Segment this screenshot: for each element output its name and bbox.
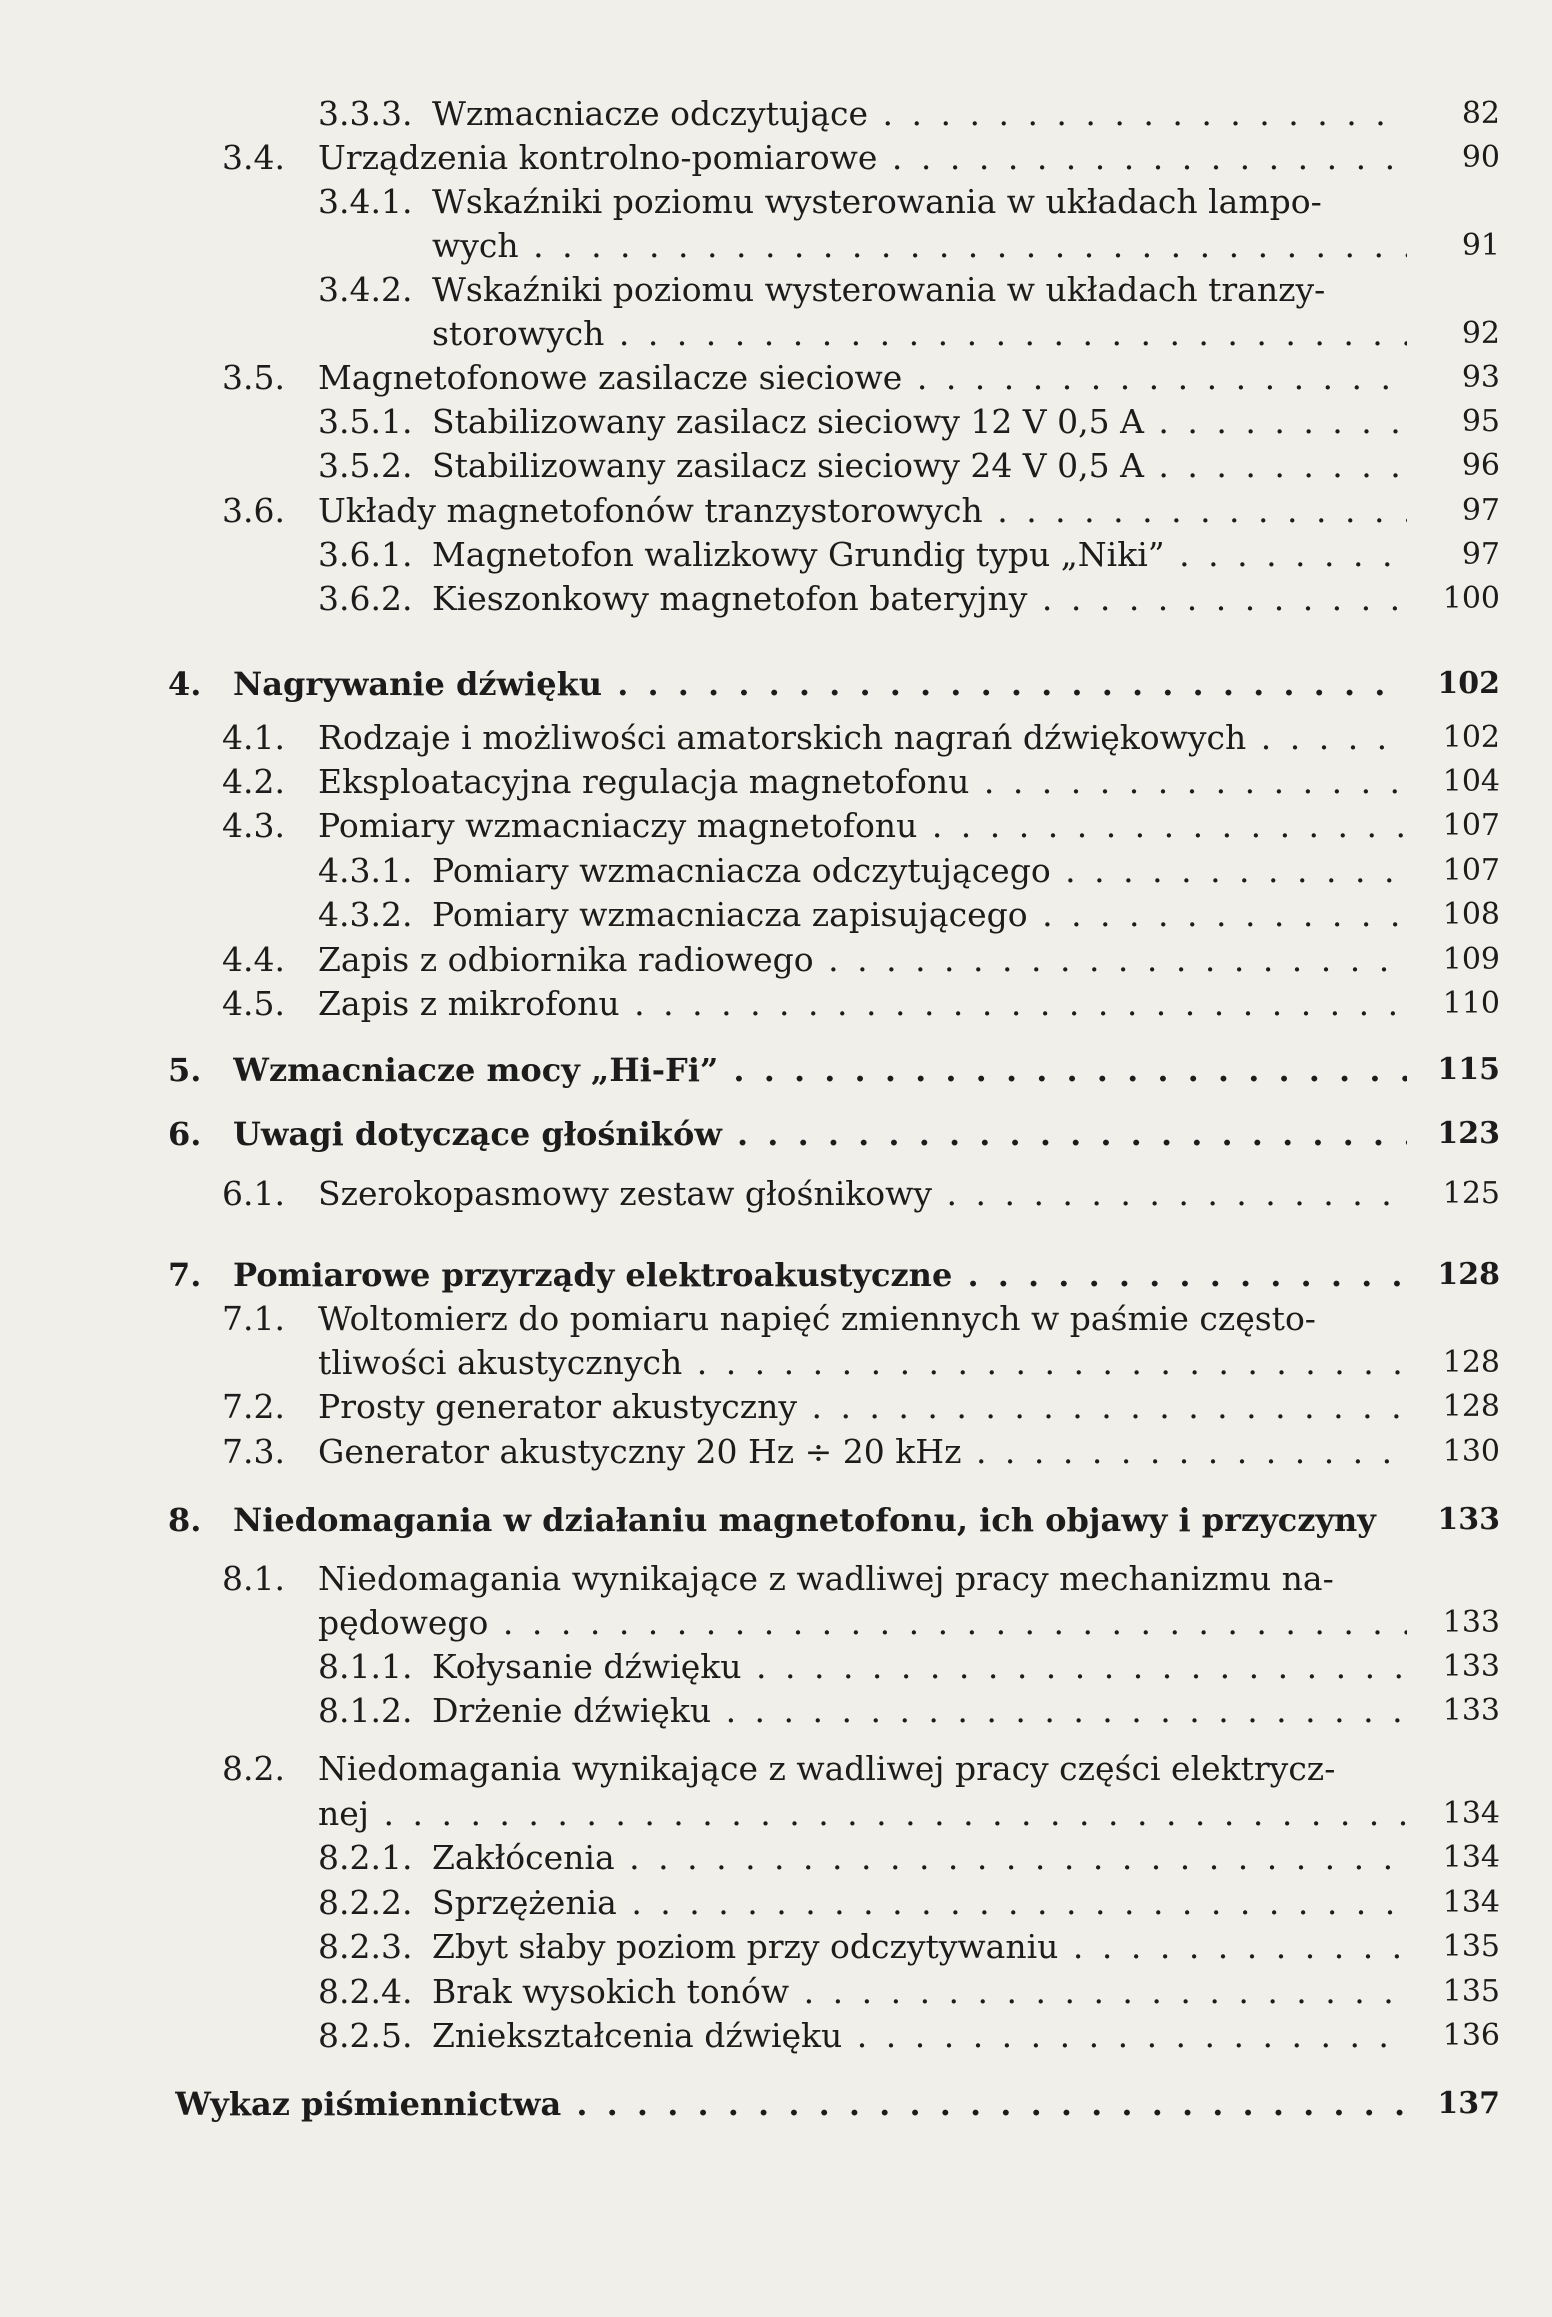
toc-title-continuation: storowych . . . — [432, 312, 1407, 356]
toc-page-number: 97 — [1461, 537, 1500, 572]
toc-number: 5. — [168, 1051, 202, 1089]
toc-entry-3-4-2 — [0, 268, 1552, 312]
toc-entry-4-3-2 — [0, 893, 1552, 937]
toc-title: Woltomierz do pomiaru napięć zmiennych w paśmie często- — [318, 1299, 1316, 1338]
toc-entry-7-1-cont — [0, 1341, 1552, 1385]
toc-entry-4-5 — [0, 982, 1552, 1026]
toc-number: 7. — [168, 1256, 202, 1294]
toc-page-number: 136 — [1442, 2018, 1500, 2053]
toc-page-number: 109 — [1442, 942, 1500, 977]
toc-number: 8.2.3. — [318, 1927, 413, 1966]
toc-page-number: 133 — [1442, 1605, 1500, 1640]
toc-entry-3-6-2 — [0, 577, 1552, 621]
toc-title: Wskaźniki poziomu wysterowania w układach tranzy- — [432, 270, 1326, 309]
toc-number: 8.1. — [222, 1559, 285, 1598]
toc-title: Zapis z mikrofonu . . . — [318, 982, 1407, 1026]
toc-page-number: 134 — [1442, 1885, 1500, 1920]
toc-page-number: 107 — [1442, 808, 1500, 843]
toc-page-number: 92 — [1461, 316, 1500, 351]
toc-title: Zapis z odbiornika radiowego . . . — [318, 938, 1407, 982]
toc-entry-4-3 — [0, 804, 1552, 848]
toc-number: 7.1. — [222, 1299, 285, 1338]
toc-title: Generator akustyczny 20 Hz ÷ 20 kHz . . . — [318, 1430, 1407, 1474]
toc-entry-8-2-3 — [0, 1925, 1552, 1969]
toc-title: Brak wysokich tonów . . . — [432, 1970, 1407, 2014]
toc-page-number: 125 — [1442, 1176, 1500, 1211]
toc-page-number: 133 — [1442, 1693, 1500, 1728]
toc-number: 3.3.3. — [318, 94, 413, 133]
toc-entry-3-6 — [0, 489, 1552, 533]
toc-entry-8-2-cont — [0, 1792, 1552, 1836]
toc-title: Stabilizowany zasilacz sieciowy 24 V 0,5 A . . . — [432, 444, 1407, 488]
toc-number: 3.4.1. — [318, 182, 413, 221]
toc-number: 4. — [168, 665, 202, 703]
toc-entry-4-2 — [0, 760, 1552, 804]
toc-title: Szerokopasmowy zestaw głośnikowy . . . — [318, 1172, 1407, 1216]
toc-number: 4.5. — [222, 984, 285, 1023]
toc-title: Sprzężenia . . . — [432, 1881, 1407, 1925]
toc-title: Układy magnetofonów tranzystorowych . . . — [318, 489, 1407, 533]
toc-page-number: 134 — [1442, 1796, 1500, 1831]
toc-title: Zniekształcenia dźwięku . . . — [432, 2014, 1407, 2058]
toc-entry-8-1 — [0, 1557, 1552, 1601]
toc-number: 4.4. — [222, 940, 285, 979]
toc-page-number: 130 — [1442, 1434, 1500, 1469]
toc-page-number: 107 — [1442, 853, 1500, 888]
toc-page-number: 97 — [1461, 493, 1500, 528]
toc-bibliography — [0, 2082, 1552, 2126]
toc-number: 3.5.2. — [318, 446, 413, 485]
toc-title: Pomiarowe przyrządy elektroakustyczne . . . — [233, 1253, 1407, 1297]
toc-number: 3.4.2. — [318, 270, 413, 309]
toc-title-continuation: wych . . . — [432, 224, 1407, 268]
toc-title-continuation: nej . . . — [318, 1792, 1407, 1836]
toc-page-number: 135 — [1442, 1929, 1500, 1964]
toc-page-number: 100 — [1442, 581, 1500, 616]
toc-entry-4-3-1 — [0, 849, 1552, 893]
toc-entry-3-4-1 — [0, 180, 1552, 224]
toc-title: Pomiary wzmacniacza odczytującego . . . — [432, 849, 1407, 893]
toc-page-number: 137 — [1437, 2086, 1500, 2121]
toc-entry-7-2 — [0, 1385, 1552, 1429]
toc-page-number: 123 — [1437, 1116, 1500, 1151]
toc-title-continuation: tliwości akustycznych . . . — [318, 1341, 1407, 1385]
toc-number: 3.5. — [222, 358, 285, 397]
toc-entry-7-3 — [0, 1430, 1552, 1474]
toc-title: Niedomagania wynikające z wadliwej pracy części elektrycz- — [318, 1749, 1336, 1788]
toc-title: Zakłócenia . . . — [432, 1836, 1407, 1880]
toc-number: 8.2. — [222, 1749, 285, 1788]
toc-number: 8.2.5. — [318, 2016, 413, 2055]
toc-entry-8-1-2 — [0, 1689, 1552, 1733]
toc-number: 4.3. — [222, 806, 285, 845]
toc-number: 4.3.1. — [318, 851, 413, 890]
toc-page-number: 128 — [1437, 1257, 1500, 1292]
toc-title: Stabilizowany zasilacz sieciowy 12 V 0,5 A . . . — [432, 400, 1407, 444]
toc-number: 7.3. — [222, 1432, 285, 1471]
toc-page-number: 108 — [1442, 897, 1500, 932]
toc-page-number: 96 — [1461, 448, 1500, 483]
toc-entry-3-6-1 — [0, 533, 1552, 577]
toc-number: 8.2.1. — [318, 1838, 413, 1877]
toc-number: 3.5.1. — [318, 402, 413, 441]
toc-title-continuation: pędowego . . . — [318, 1601, 1407, 1645]
toc-entry-3-5-1 — [0, 400, 1552, 444]
toc-number: 6.1. — [222, 1174, 285, 1213]
toc-page-number: 133 — [1442, 1649, 1500, 1684]
toc-page-number: 128 — [1442, 1345, 1500, 1380]
toc-page-number: 128 — [1442, 1389, 1500, 1424]
toc-title: Kieszonkowy magnetofon bateryjny . . . — [432, 577, 1407, 621]
toc-number: 3.6. — [222, 491, 285, 530]
toc-title: Pomiary wzmacniacza zapisującego . . . — [432, 893, 1407, 937]
toc-number: 3.6.2. — [318, 579, 413, 618]
toc-chapter-4 — [0, 662, 1552, 706]
toc-page-number: 95 — [1461, 404, 1500, 439]
toc-title: Prosty generator akustyczny . . . — [318, 1385, 1407, 1429]
toc-title: Kołysanie dźwięku . . . — [432, 1645, 1407, 1689]
toc-entry-3-4 — [0, 136, 1552, 180]
toc-page-number: 134 — [1442, 1840, 1500, 1875]
toc-title: Urządzenia kontrolno-pomiarowe . . . — [318, 136, 1407, 180]
toc-entry-3-5 — [0, 356, 1552, 400]
toc-title: Wskaźniki poziomu wysterowania w układach lampo- — [432, 182, 1322, 221]
toc-title: Niedomagania wynikające z wadliwej pracy mechanizmu na- — [318, 1559, 1334, 1598]
toc-entry-8-2-4 — [0, 1970, 1552, 2014]
toc-entry-8-1-cont — [0, 1601, 1552, 1645]
toc-entry-4-1 — [0, 716, 1552, 760]
toc-page-number: 115 — [1437, 1052, 1500, 1087]
toc-page-number: 93 — [1461, 360, 1500, 395]
toc-entry-8-2 — [0, 1747, 1552, 1791]
toc-number: 8. — [168, 1501, 202, 1539]
toc-title: Niedomagania w działaniu magnetofonu, ich objawy i przyczyny — [233, 1501, 1376, 1539]
toc-number: 8.2.4. — [318, 1972, 413, 2011]
toc-page-number: 91 — [1461, 228, 1500, 263]
toc-title: Drżenie dźwięku . . . — [432, 1689, 1407, 1733]
toc-number: 3.6.1. — [318, 535, 413, 574]
toc-page-number: 104 — [1442, 764, 1500, 799]
toc-number: 8.1.2. — [318, 1691, 413, 1730]
toc-entry-6-1 — [0, 1172, 1552, 1216]
toc-number: 8.2.2. — [318, 1883, 413, 1922]
toc-entry-4-4 — [0, 938, 1552, 982]
toc-number: 4.3.2. — [318, 895, 413, 934]
toc-page-number: 90 — [1461, 140, 1500, 175]
toc-chapter-7 — [0, 1253, 1552, 1297]
toc-number: 8.1.1. — [318, 1647, 413, 1686]
toc-entry-8-2-5 — [0, 2014, 1552, 2058]
toc-entry-3-5-2 — [0, 444, 1552, 488]
toc-number: 7.2. — [222, 1387, 285, 1426]
toc-title: Uwagi dotyczące głośników . . . — [233, 1112, 1407, 1156]
toc-number: 4.1. — [222, 718, 285, 757]
toc-entry-3-3-3 — [0, 92, 1552, 136]
toc-entry-8-2-1 — [0, 1836, 1552, 1880]
toc-entry-8-2-2 — [0, 1881, 1552, 1925]
toc-title: Rodzaje i możliwości amatorskich nagrań dźwiękowych . . . — [318, 716, 1407, 760]
toc-title: Nagrywanie dźwięku . . . — [233, 662, 1407, 706]
toc-number: 4.2. — [222, 762, 285, 801]
toc-title: Eksploatacyjna regulacja magnetofonu . . . — [318, 760, 1407, 804]
toc-chapter-5 — [0, 1048, 1552, 1092]
toc-number: 3.4. — [222, 138, 285, 177]
toc-entry-7-1 — [0, 1297, 1552, 1341]
toc-number: 6. — [168, 1115, 202, 1153]
toc-title: Wzmacniacze mocy „Hi-Fi” . . . — [233, 1048, 1407, 1092]
toc-page-number: 110 — [1442, 986, 1500, 1021]
toc-page-number: 135 — [1442, 1974, 1500, 2009]
toc-chapter-6 — [0, 1112, 1552, 1156]
toc-title: Magnetofonowe zasilacze sieciowe . . . — [318, 356, 1407, 400]
toc-page-number: 82 — [1461, 96, 1500, 131]
toc-title: Wzmacniacze odczytujące . . . — [432, 92, 1407, 136]
toc-title: Magnetofon walizkowy Grundig typu „Niki” . . . — [432, 533, 1407, 577]
toc-chapter-8 — [0, 1498, 1552, 1542]
toc-page-number: 102 — [1437, 666, 1500, 701]
toc-page-number: 102 — [1442, 720, 1500, 755]
toc-entry-3-4-1-cont — [0, 224, 1552, 268]
toc-title: Pomiary wzmacniaczy magnetofonu . . . — [318, 804, 1407, 848]
toc-entry-8-1-1 — [0, 1645, 1552, 1689]
toc-entry-3-4-2-cont — [0, 312, 1552, 356]
toc-page-number: 133 — [1437, 1502, 1500, 1537]
toc-title: Wykaz piśmiennictwa . . . — [175, 2082, 1407, 2126]
toc-title: Zbyt słaby poziom przy odczytywaniu . . . — [432, 1925, 1407, 1969]
